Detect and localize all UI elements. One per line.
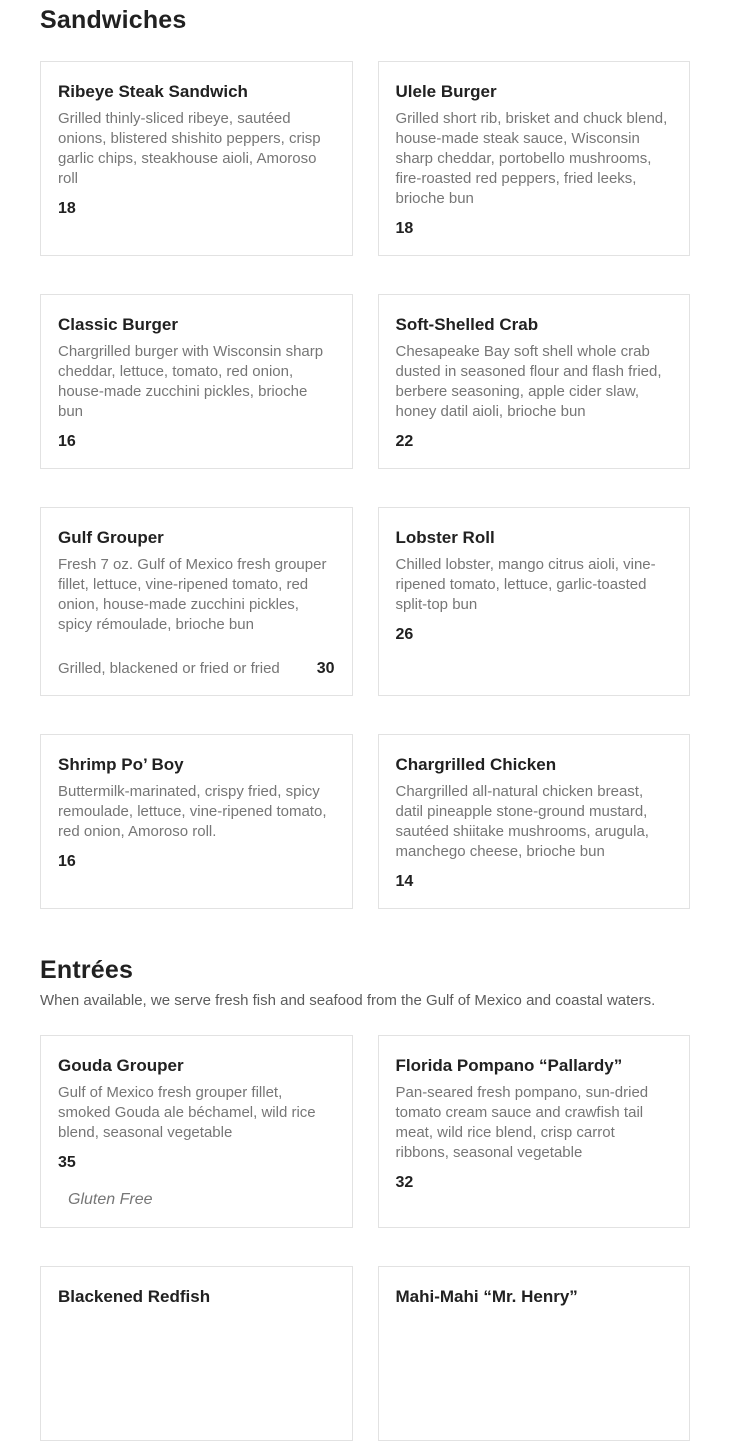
menu-item-card-lobster-roll (378, 507, 691, 696)
menu-item-title: Gulf Grouper (58, 528, 164, 547)
menu-item-title: Shrimp Po’ Boy (58, 755, 184, 774)
entrees-card-grid (40, 1035, 690, 1441)
menu-item-card-soft-shelled-crab (378, 294, 691, 469)
sandwiches-card-grid (40, 61, 690, 909)
menu-item-card-florida-pompano-pallardy (378, 1035, 691, 1228)
menu-item-description: Chargrilled burger with Wisconsin sharp cheddar, lettuce, tomato, red onion, house-made zucchini pickles, brioche bun (58, 343, 324, 420)
menu-item-card-ulele-burger (378, 61, 691, 256)
menu-item-title: Chargrilled Chicken (395, 755, 557, 774)
menu-item-card-blackened-redfish (40, 1266, 353, 1441)
menu-item-title: Mahi-Mahi “Mr. Henry” (395, 1287, 578, 1306)
menu-item-card-gulf-grouper (40, 507, 353, 696)
menu-item-title: Classic Burger (58, 315, 178, 334)
menu-item-description: Fresh 7 oz. Gulf of Mexico fresh grouper fillet, lettuce, vine-ripened tomato, red onion, house-made zucchini pickles, spicy rémoulade, brioche bun (58, 556, 327, 633)
menu-item-variant-row (58, 645, 335, 679)
menu-item-price: 16 (58, 433, 76, 450)
menu-item-price: 14 (395, 873, 414, 890)
menu-item-price: 26 (395, 626, 414, 643)
menu-item-description: Buttermilk-marinated, crispy fried, spicy remoulade, lettuce, vine-ripened tomato, red onion, Amoroso roll. (58, 783, 327, 840)
menu-item-title: Lobster Roll (395, 528, 495, 547)
menu-item-card-mahi-mahi-mr-henry (378, 1266, 691, 1441)
entrees-section (40, 955, 690, 1441)
menu-item-description: Chargrilled all-natural chicken breast, datil pineapple stone-ground mustard, sautéed shiitake mushrooms, arugula, manchego cheese, brioche bun (395, 783, 649, 860)
menu-item-price: 32 (395, 1174, 414, 1191)
menu-item-description: Gulf of Mexico fresh grouper fillet, smoked Gouda ale béchamel, wild rice blend, seasonal vegetable (58, 1084, 316, 1141)
menu-item-title: Soft-Shelled Crab (395, 315, 539, 334)
menu-item-description: Pan-seared fresh pompano, sun-dried tomato cream sauce and crawfish tail meat, wild rice blend, crisp carrot ribbons, seasonal vegetable (395, 1084, 649, 1161)
menu-item-title: Florida Pompano “Pallardy” (395, 1056, 623, 1075)
menu-item-price: 35 (58, 1154, 76, 1171)
section-title-entrees: Entrées (40, 956, 134, 984)
menu-item-card-shrimp-po-boy (40, 734, 353, 909)
menu-item-description: Chesapeake Bay soft shell whole crab dusted in seasoned flour and flash fried, berbere seasoning, apple cider slaw, honey datil aioli, brioche bun (395, 343, 662, 420)
menu-item-card-ribeye-steak-sandwich (40, 61, 353, 256)
menu-item-price: 18 (58, 200, 76, 217)
menu-item-price: 22 (395, 433, 414, 450)
menu-item-price: 18 (395, 220, 414, 237)
menu-item-card-chargrilled-chicken (378, 734, 691, 909)
menu-item-description: Chilled lobster, mango citrus aioli, vine-ripened tomato, lettuce, garlic-toasted split-top bun (395, 556, 656, 613)
menu-item-card-gouda-grouper (40, 1035, 353, 1228)
sandwiches-section (40, 5, 690, 909)
menu-item-description: Grilled short rib, brisket and chuck blend, house-made steak sauce, Wisconsin sharp cheddar, portobello mushrooms, fire-roasted red peppers, fried leeks, brioche bun (395, 110, 668, 207)
menu-item-title: Blackened Redfish (58, 1287, 211, 1306)
section-title-sandwiches: Sandwiches (40, 6, 187, 34)
menu-item-title: Gouda Grouper (58, 1056, 184, 1075)
menu-item-title: Ribeye Steak Sandwich (58, 82, 248, 101)
menu-item-card-classic-burger (40, 294, 353, 469)
menu-item-variant-price: 30 (316, 660, 335, 677)
menu-item-title: Ulele Burger (395, 82, 497, 101)
menu-item-dietary-note: Gluten Free (68, 1191, 153, 1208)
menu-item-price: 16 (58, 853, 76, 870)
menu-item-description: Grilled thinly-sliced ribeye, sautéed onions, blistered shishito peppers, crisp garlic chips, steakhouse aioli, Amoroso roll (58, 110, 321, 187)
menu-item-variant-label: Grilled, blackened or fried or fried (58, 660, 280, 677)
section-subtitle-entrees: When available, we serve fresh fish and seafood from the Gulf of Mexico and coastal waters. (40, 992, 656, 1009)
